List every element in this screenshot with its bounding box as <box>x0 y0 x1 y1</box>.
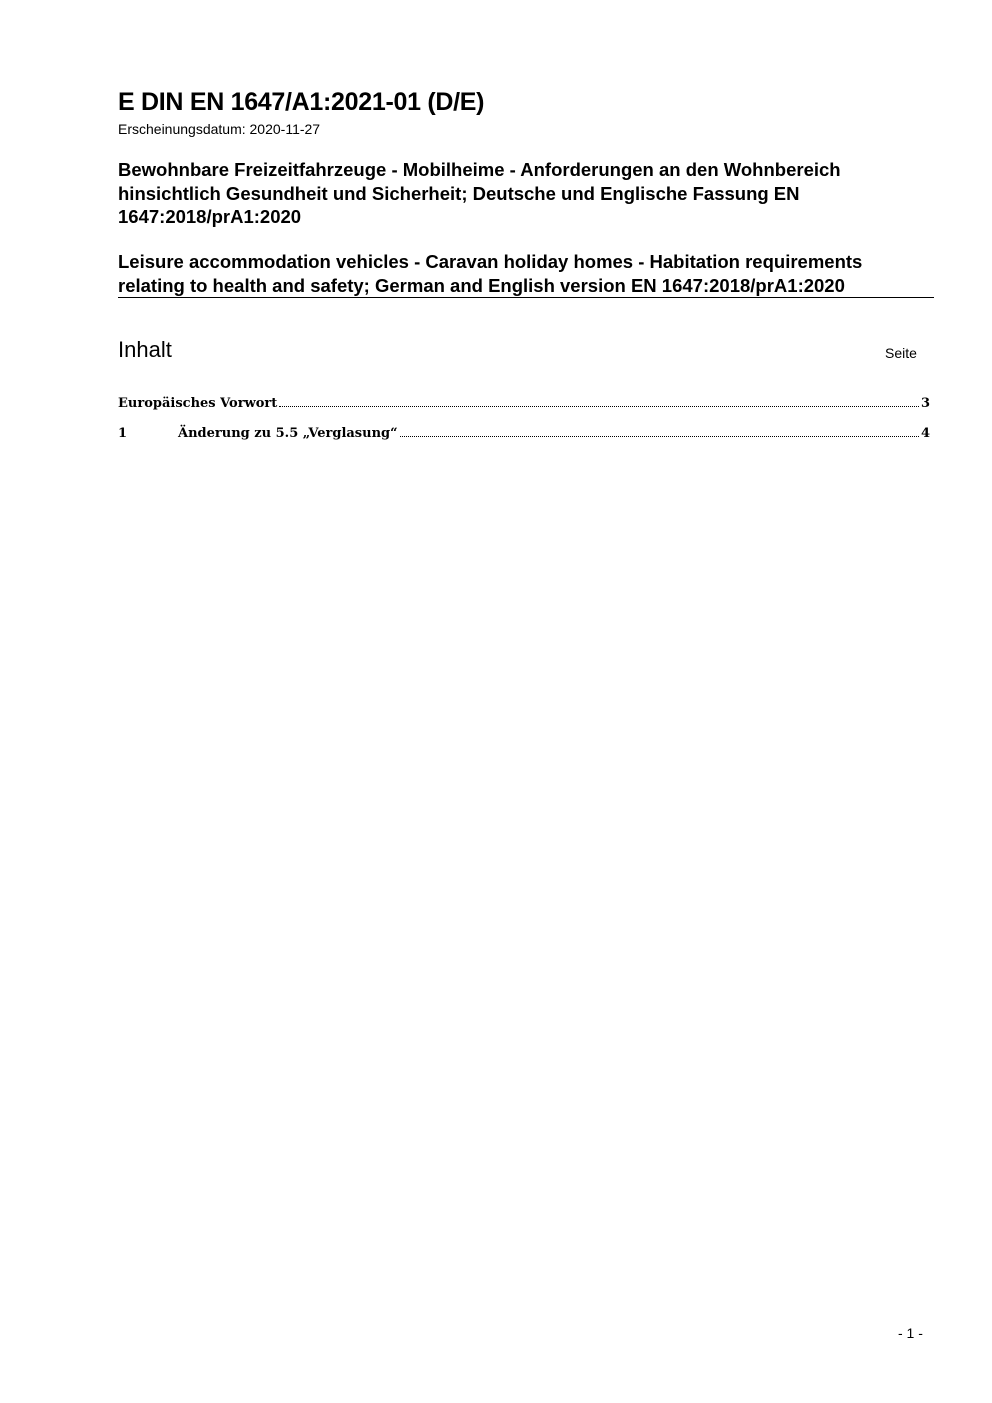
toc-entry-number: 1 <box>118 426 128 441</box>
toc-dot-leader <box>279 406 919 407</box>
toc-entry-page: 4 <box>920 426 930 441</box>
title-english: Leisure accommodation vehicles - Caravan holiday homes - Habitation requirements relating to health and safety; German and English version EN 1647:2018/prA1:2020 <box>118 251 863 296</box>
publication-date: Erscheinungsdatum: 2020-11-27 <box>118 121 321 137</box>
toc-entry-page: 3 <box>920 396 930 411</box>
toc-dot-leader <box>400 436 919 437</box>
toc-heading: Inhalt <box>118 337 172 362</box>
toc-entry-foreword[interactable] <box>118 396 930 411</box>
page-number: - 1 - <box>898 1325 923 1341</box>
toc-page-column-heading: Seite <box>885 345 917 361</box>
document-id: E DIN EN 1647/A1:2021-01 (D/E) <box>118 88 485 116</box>
toc-entry-section-1[interactable] <box>118 426 930 441</box>
title-german: Bewohnbare Freizeitfahrzeuge - Mobilheime - Anforderungen an den Wohnbereich hinsichtlich Gesundheit und Sicherheit; Deutsche und Englische Fassung EN 1647:2018/prA1:2020 <box>118 159 841 227</box>
toc-entry-title: Änderung zu 5.5 „Verglasung“ <box>178 426 398 441</box>
toc-entry-title: Europäisches Vorwort <box>118 396 278 411</box>
title-divider <box>118 297 934 298</box>
